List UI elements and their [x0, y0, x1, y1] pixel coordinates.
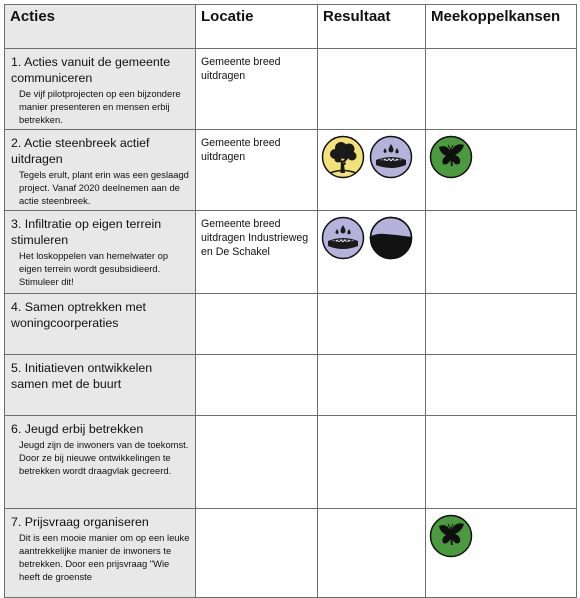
result-cell: [318, 211, 426, 294]
action-title: 4. Samen optrekken met woningcoorperaties: [11, 300, 146, 330]
action-cell: [5, 509, 196, 598]
opportunity-cell: [426, 294, 577, 355]
action-cell: [5, 416, 196, 509]
action-cell: [5, 211, 196, 294]
table-row: [5, 416, 577, 509]
result-cell: [318, 294, 426, 355]
header-row: [5, 5, 577, 49]
header-resultaat: Resultaat: [318, 5, 426, 49]
action-description: Jeugd zijn de inwoners van de toekomst. Door ze bij nieuwe ontwikkelingen te betrekken wordt draagvlak gecreerd.: [19, 439, 189, 476]
action-title: 5. Initiatieven ontwikkelen samen met de buurt: [11, 361, 153, 391]
table-row: [5, 49, 577, 130]
location-cell: Gemeente breed uitdragen Industrieweg en De Schakel: [196, 211, 318, 294]
action-title: 6. Jeugd erbij betrekken: [11, 422, 144, 436]
table-row: [5, 130, 577, 211]
action-description: Tegels erult, plant erin was een geslaagd project. Vanaf 2020 deelnemen aan de actie steenbreek.: [19, 169, 189, 206]
result-cell: [318, 509, 426, 598]
table-row: [5, 294, 577, 355]
infiltration-crate-icon: [369, 135, 413, 179]
header-acties: Acties: [5, 5, 196, 49]
opportunity-cell: [426, 130, 577, 211]
location-cell: [196, 294, 318, 355]
action-cell: [5, 49, 196, 130]
action-cell: [5, 294, 196, 355]
action-description: Dit is een mooie manier om op een leuke aantrekkelijke manier de inwoners te betrekken. Door een prijsvraag "Wie heeft de groenste: [19, 532, 190, 582]
action-cell: [5, 130, 196, 211]
header-meekoppelkansen: Meekoppelkansen: [426, 5, 577, 49]
result-cell: [318, 130, 426, 211]
actions-table: [4, 4, 577, 598]
location-cell: Gemeente breed uitdragen: [196, 49, 318, 130]
action-title: 7. Prijsvraag organiseren: [11, 515, 149, 529]
action-title: 3. Infiltratie op eigen terrein stimuleren: [11, 217, 162, 247]
opportunity-cell: [426, 509, 577, 598]
table-row: [5, 509, 577, 598]
result-cell: [318, 355, 426, 416]
opportunity-cell: [426, 416, 577, 509]
action-title: 2. Actie steenbreek actief uitdragen: [11, 136, 150, 166]
infiltration-crate-icon: [321, 216, 365, 260]
action-cell: [5, 355, 196, 416]
opportunity-cell: [426, 49, 577, 130]
action-title: 1. Acties vanuit de gemeente communiceren: [11, 55, 171, 85]
table-row: [5, 211, 577, 294]
action-description: Het loskoppelen van hemelwater op eigen terrein wordt gesubsidieerd. Stimuleer dit!: [19, 250, 169, 287]
location-cell: Gemeente breed uitdragen: [196, 130, 318, 211]
table-row: [5, 355, 577, 416]
location-cell: [196, 509, 318, 598]
location-cell: [196, 355, 318, 416]
tree-icon: [321, 135, 365, 179]
header-locatie: Locatie: [196, 5, 318, 49]
opportunity-cell: [426, 355, 577, 416]
water-basin-icon: [369, 216, 413, 260]
result-cell: [318, 416, 426, 509]
action-description: De vijf pilotprojecten op een bijzondere manier presenteren en mensen erbij betrekken.: [19, 88, 181, 125]
butterfly-icon: [429, 135, 473, 179]
butterfly-icon: [429, 514, 473, 558]
location-cell: [196, 416, 318, 509]
result-cell: [318, 49, 426, 130]
opportunity-cell: [426, 211, 577, 294]
